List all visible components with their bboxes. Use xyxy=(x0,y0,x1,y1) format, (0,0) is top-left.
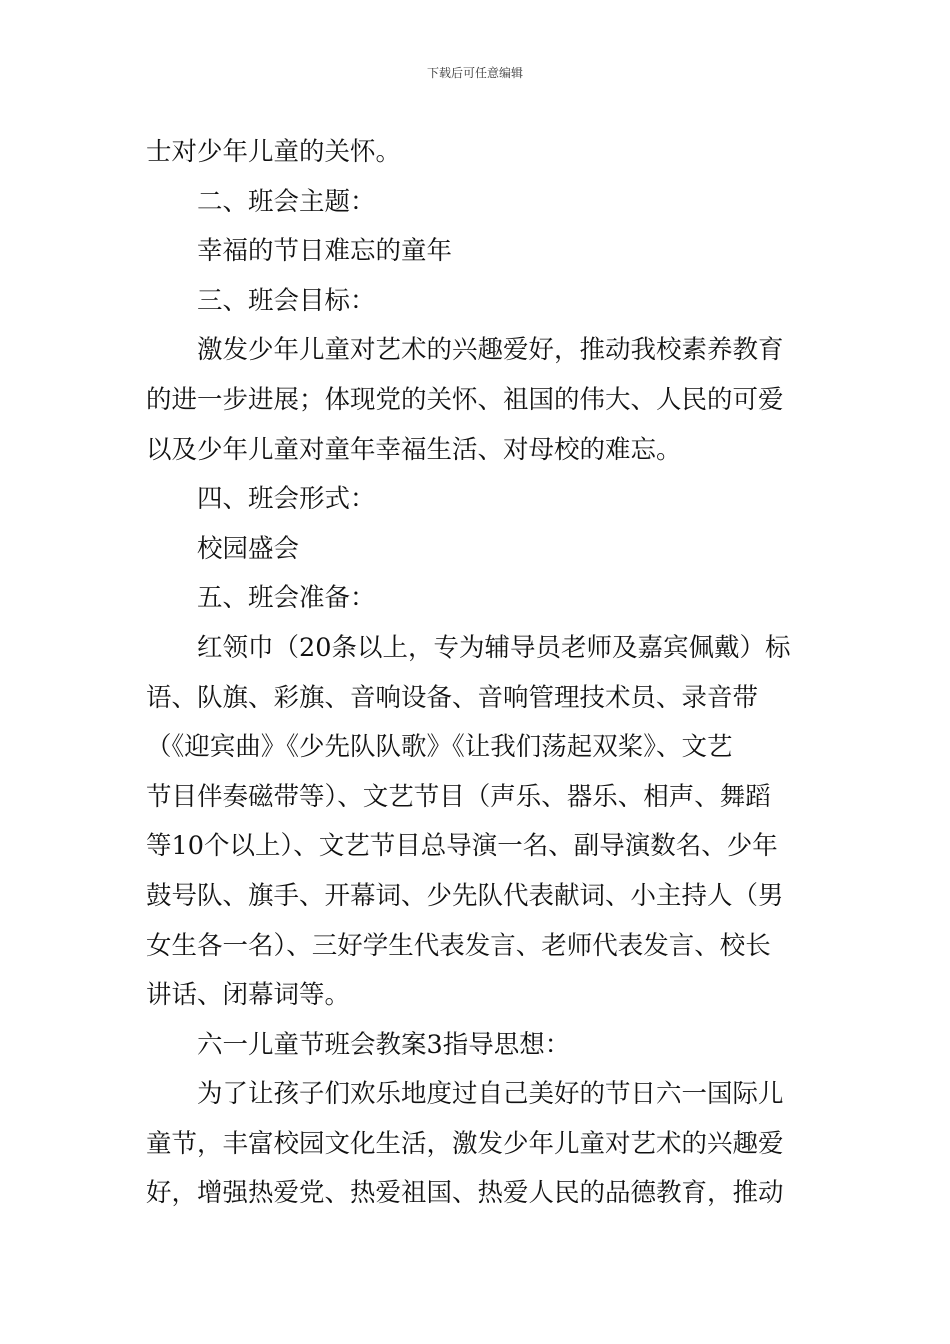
text-line: 语、队旗、彩旗、音响设备、音响管理技术员、录音带 xyxy=(146,682,759,713)
text-line: 幸福的节日难忘的童年 xyxy=(197,236,453,267)
text-line: 为了让孩子们欢乐地度过自己美好的节日六一国际儿 xyxy=(197,1079,784,1110)
document-body xyxy=(146,128,808,1219)
text-line: 童节，丰富校园文化生活，激发少年儿童对艺术的兴趣爱 xyxy=(146,1128,784,1159)
text-line: 五、班会准备： xyxy=(197,583,376,614)
text-line: 红领巾（20条以上，专为辅导员老师及嘉宾佩戴）标 xyxy=(197,632,791,663)
text-line: 四、班会形式： xyxy=(197,484,376,515)
text-line: 等10个以上）、文艺节目总导演一名、副导演数名、少年 xyxy=(146,831,778,862)
text-line: 的进一步进展；体现党的关怀、祖国的伟大、人民的可爱 xyxy=(146,384,784,415)
text-line: 六一儿童节班会教案3指导思想： xyxy=(197,1029,571,1060)
text-line: 三、班会目标： xyxy=(197,285,376,316)
text-line: 讲话、闭幕词等。 xyxy=(146,980,351,1011)
text-line: 节目伴奏磁带等）、文艺节目（声乐、器乐、相声、舞蹈 xyxy=(146,781,771,812)
text-line: 校园盛会 xyxy=(197,533,300,564)
text-line: 激发少年儿童对艺术的兴趣爱好，推动我校素养教育 xyxy=(197,335,784,366)
text-line: 士对少年儿童的关怀。 xyxy=(146,137,402,167)
page-header: 下载后可任意编辑 xyxy=(426,66,523,80)
text-line: 以及少年儿童对童年幸福生活、对母校的难忘。 xyxy=(146,434,682,465)
text-line: 好，增强热爱党、热爱祖国、热爱人民的品德教育，推动 xyxy=(146,1178,784,1209)
text-line: 鼓号队、旗手、开幕词、少先队代表献词、小主持人（男 xyxy=(146,880,784,911)
text-line: 女生各一名）、三好学生代表发言、老师代表发言、校长 xyxy=(146,930,771,961)
text-line: （《迎宾曲》《少先队队歌》《让我们荡起双桨》、文艺 xyxy=(146,732,733,763)
text-line: 二、班会主题： xyxy=(197,186,376,217)
